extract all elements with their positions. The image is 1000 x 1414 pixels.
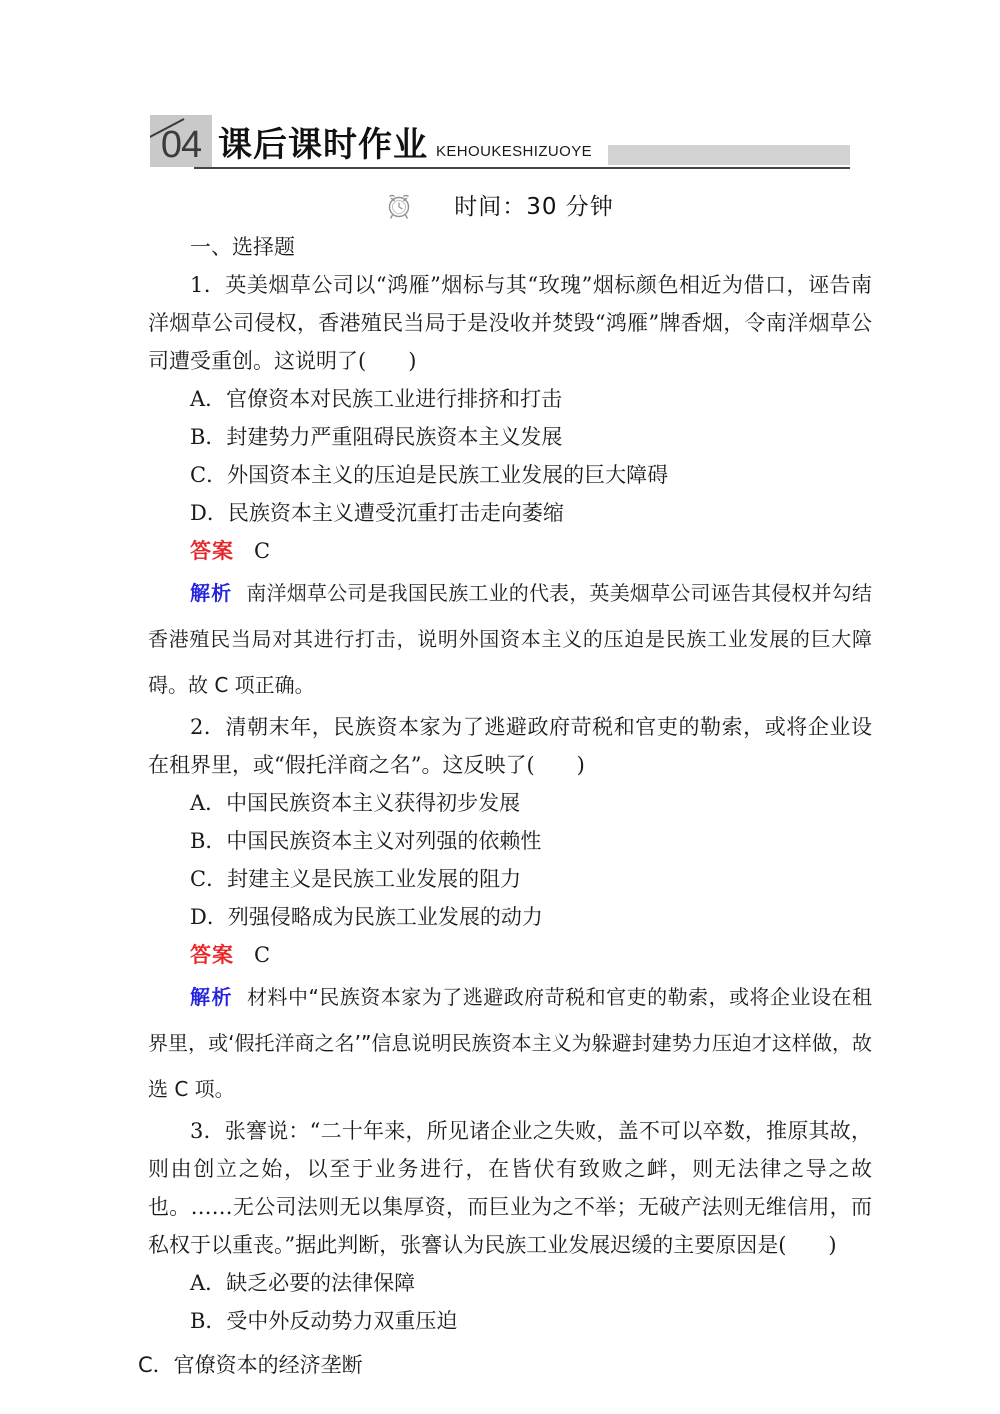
question-block [138,1112,872,1388]
answer-row [148,532,872,570]
answer-label: 答案 [190,539,234,563]
explanation-block [148,570,872,708]
section-number: 04 [160,124,202,166]
time-allowance-row [150,188,850,221]
question-block [148,266,872,708]
section-number-badge [150,115,212,167]
explanation-text: 南洋烟草公司是我国民族工业的代表，英美烟草公司诬告其侵权并勾结香港殖民当局对其进行打击，说明外国资本主义的压迫是民族工业发展的巨大障碍。故 C 项正确。 [148,581,872,697]
question-option[interactable]: C．封建主义是民族工业发展的阻力 [190,867,522,891]
explanation-label: 解析 [190,581,233,605]
answer-row [148,936,872,974]
time-allowance-text: 时间：30 分钟 [454,194,614,220]
answer-value: C [254,943,271,967]
header-gray-bar [608,145,850,165]
question-block [148,708,872,1112]
question-option[interactable]: A．中国民族资本主义获得初步发展 [190,791,521,815]
question-stem: 3．张謇说：“二十年来，所见诸企业之失败，盖不可以卒数，推原其故，则由创立之始，以至于业务进行，在皆伏有致败之衅，则无法律之导之故也。……无公司法则无以集厚资，而巨业为之不举；无破产法则无维信用，而私权于以重丧。”据此判断，张謇认为民族工业发展迟缓的主要原因是( ) [148,1119,872,1257]
answer-label: 答案 [190,943,234,967]
question-option[interactable]: C．官僚资本的经济垄断 [138,1353,363,1377]
question-stem: 1．英美烟草公司以“鸿雁”烟标与其“玫瑰”烟标颜色相近为借口，诬告南洋烟草公司侵权，香港殖民当局于是没收并焚毁“鸿雁”牌香烟，令南洋烟草公司遭受重创。这说明了( ) [148,273,872,373]
question-option[interactable]: B．中国民族资本主义对列强的依赖性 [190,829,542,853]
answer-value: C [254,539,271,563]
explanation-text: 材料中“民族资本家为了逃避政府苛税和官吏的勒索，或将企业设在租界里，或‘假托洋商之名’”信息说明民族资本主义为躲避封建势力压迫才这样做，故选 C 项。 [148,985,872,1101]
alarm-clock-icon [386,190,412,220]
page-title: 课后课时作业 [218,125,428,165]
question-stem: 2．清朝末年，民族资本家为了逃避政府苛税和官吏的勒索，或将企业设在租界里，或“假托洋商之名”。这反映了( ) [148,715,872,777]
question-option[interactable]: D．列强侵略成为民族工业发展的动力 [190,905,543,929]
question-option[interactable]: A．官僚资本对民族工业进行排挤和打击 [190,387,563,411]
page-header [150,115,850,175]
explanation-label: 解析 [190,985,233,1009]
question-option[interactable]: D．民族资本主义遭受沉重打击走向萎缩 [190,501,564,525]
question-option[interactable]: B．受中外反动势力双重压迫 [190,1309,458,1333]
question-option[interactable]: B．封建势力严重阻碍民族资本主义发展 [190,425,563,449]
page-title-pinyin: KEHOUKESHIZUOYE [436,143,593,160]
header-title-row [150,115,850,167]
question-option[interactable]: C．外国资本主义的压迫是民族工业发展的巨大障碍 [190,463,669,487]
worksheet-content [138,228,872,1388]
header-divider [194,167,850,169]
explanation-block [148,974,872,1112]
question-option[interactable]: A．缺乏必要的法律保障 [190,1271,416,1295]
section-heading: 一、选择题 [190,235,295,259]
